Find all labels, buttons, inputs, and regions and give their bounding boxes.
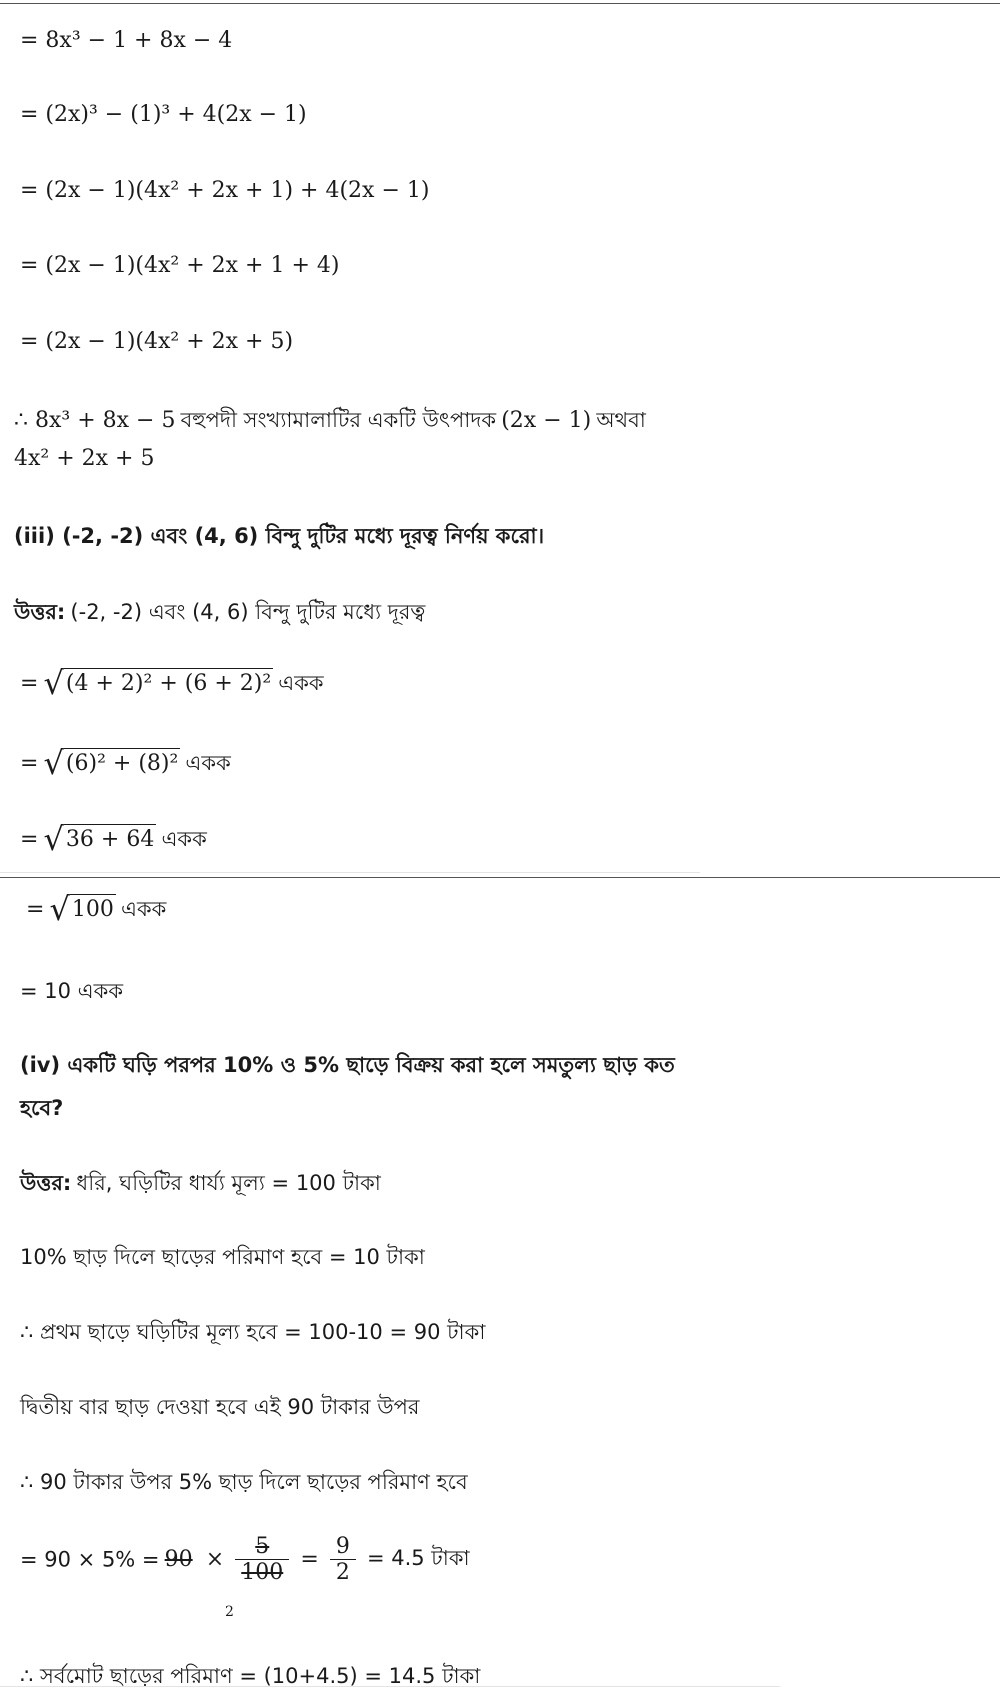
question-iii: (iii) (-2, -2) এবং (4, 6) বিন্দু দুটির মধ্যে দূরত্ব নির্ণয় করো। (14, 524, 545, 548)
conclusion-or: অথবা (596, 408, 646, 432)
sqrt-radicand: 100 (70, 894, 116, 922)
discount-line-a: 10% ছাড় দিলে ছাড়ের পরিমাণ হবে = 10 টাকা (20, 1245, 425, 1269)
sqrt-expression: √(6)² + (8)² (43, 744, 179, 782)
calc-90-cancelled: 90 (164, 1547, 193, 1572)
sqrt-expression: √(4 + 2)² + (6 + 2)² (43, 664, 272, 702)
math-step-3: = (2x − 1)(4x² + 2x + 1) + 4(2x − 1) (20, 178, 430, 203)
answer-iii-intro (14, 596, 425, 631)
discount-line-b: ∴ প্রথম ছাড়ে ঘড়িটির মূল্য হবে = 100-10 = 90 টাকা (20, 1320, 486, 1344)
equals-sign: = (26, 897, 45, 922)
distance-step-2 (20, 744, 231, 782)
math-step-5: = (2x − 1)(4x² + 2x + 5) (20, 329, 294, 354)
unit-label: একক (161, 827, 207, 851)
distance-final: = 10 একক (20, 979, 124, 1003)
math-step-1: = 8x³ − 1 + 8x − 4 (20, 28, 233, 53)
fraction-denominator: 2 (335, 1560, 350, 1585)
discount-line-e: ∴ সর্বমোট ছাড়ের পরিমাণ = (10+4.5) = 14.5 টাকা (20, 1664, 481, 1688)
fraction-numerator: 9 (330, 1534, 356, 1560)
faint-divider (0, 872, 700, 873)
distance-step-1 (20, 664, 324, 702)
calc-prefix: = 90 × 5% = (20, 1547, 160, 1572)
unit-label: একক (278, 671, 324, 695)
top-divider (0, 3, 1000, 4)
answer-text: ধরি, ঘড়িটির ধার্য্য মূল্য = 100 টাকা (76, 1171, 381, 1195)
equals-sign: = (20, 671, 39, 696)
sqrt-expression: √36 + 64 (43, 820, 155, 858)
sqrt-radicand: (4 + 2)² + (6 + 2)² (64, 668, 273, 696)
conclusion-math: ∴ 8x³ + 8x − 5 (14, 408, 176, 433)
question-iv-line-1: (iv) একটি ঘড়ি পরপর 10% ও 5% ছাড়ে বিক্রয় করা হলে সমতুল্য ছাড় কত (20, 1053, 675, 1077)
conclusion-text: বহুপদী সংখ্যামালাটির একটি উৎপাদক (180, 408, 497, 432)
question-iv-line-2: হবে? (20, 1096, 64, 1120)
discount-calculation (20, 1534, 470, 1614)
conclusion-factor: (2x − 1) (501, 408, 592, 433)
page-split-divider (0, 877, 1000, 878)
fraction-9-over-2 (330, 1534, 356, 1585)
fraction-5-over-100 (235, 1534, 289, 1585)
unit-label: একক (185, 751, 231, 775)
sqrt-expression: √100 (49, 890, 114, 928)
calc-times: × (205, 1547, 225, 1572)
calc-result: = 4.5 টাকা (366, 1546, 470, 1570)
conclusion-line-2: 4x² + 2x + 5 (14, 446, 155, 471)
fraction-denominator: 100 (241, 1560, 284, 1585)
equals-sign: = (20, 827, 39, 852)
cancel-small-2: 2 (225, 1604, 234, 1620)
math-step-2: = (2x)³ − (1)³ + 4(2x − 1) (20, 102, 307, 127)
conclusion-line-1 (14, 404, 646, 439)
sqrt-radicand: 36 + 64 (64, 824, 156, 852)
answer-label: উত্তর: (14, 600, 66, 624)
answer-text: (-2, -2) এবং (4, 6) বিন্দু দুটির মধ্যে দূরত্ব (70, 600, 426, 624)
unit-label: একক (121, 897, 167, 921)
distance-step-4 (26, 890, 166, 928)
distance-step-3 (20, 820, 207, 858)
math-step-4: = (2x − 1)(4x² + 2x + 1 + 4) (20, 253, 340, 278)
answer-iv-intro (20, 1167, 381, 1202)
discount-line-d: ∴ 90 টাকার উপর 5% ছাড় দিলে ছাড়ের পরিমাণ হবে (20, 1470, 468, 1494)
fraction-numerator: 5 (235, 1534, 289, 1560)
sqrt-radicand: (6)² + (8)² (64, 748, 180, 776)
calc-equals: = (300, 1547, 319, 1572)
equals-sign: = (20, 751, 39, 776)
discount-line-c: দ্বিতীয় বার ছাড় দেওয়া হবে এই 90 টাকার উপর (20, 1395, 420, 1419)
answer-label: উত্তর: (20, 1171, 72, 1195)
